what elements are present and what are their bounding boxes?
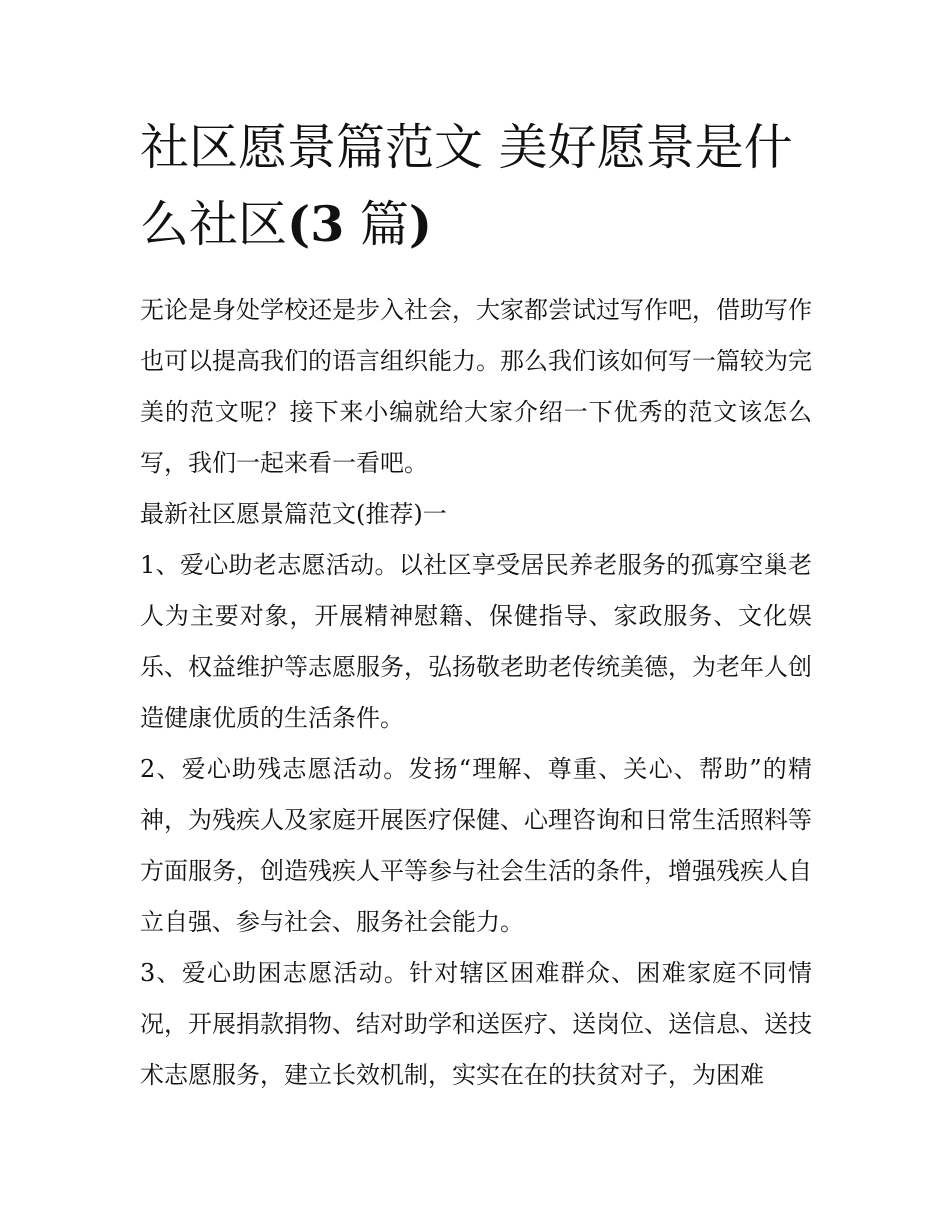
item-paragraph-2: 2、爱心助残志愿活动。发扬“理解、尊重、关心、帮助”的精神，为残疾人及家庭开展医疗保健、心理咨询和日常生活照料等方面服务，创造残疾人平等参与社会生活的条件，增强残疾人自立自强、参与社会、服务社会能力。 <box>140 755 812 936</box>
section-heading: 最新社区愿景篇范文(推荐)一 <box>140 500 447 528</box>
title-count-unit: 篇 <box>359 196 409 253</box>
item-paragraph-3: 3、爱心助困志愿活动。针对辖区困难群众、困难家庭不同情况，开展捐款捐物、结对助学和送医疗、送岗位、送信息、送技术志愿服务，建立长效机制，实实在在的扶贫对子，为困难 <box>140 959 812 1089</box>
title-text: 社区愿景篇范文 美好愿景是什么社区 <box>140 119 793 253</box>
document-page <box>140 110 812 1101</box>
title-count-open: (3 <box>287 195 345 253</box>
document-title <box>140 110 812 263</box>
title-count-close: ) <box>408 195 433 253</box>
item-paragraph-1: 1、爱心助老志愿活动。以社区享受居民养老服务的孤寡空巢老人为主要对象，开展精神慰籍、保健指导、家政服务、文化娱乐、权益维护等志愿服务，弘扬敬老助老传统美德，为老年人创造健康优质的生活条件。 <box>140 551 812 732</box>
intro-paragraph: 无论是身处学校还是步入社会，大家都尝试过写作吧，借助写作也可以提高我们的语言组织能力。那么我们该如何写一篇较为完美的范文呢？接下来小编就给大家介绍一下优秀的范文该怎么写，我们一起来看一看吧。 <box>140 296 812 477</box>
